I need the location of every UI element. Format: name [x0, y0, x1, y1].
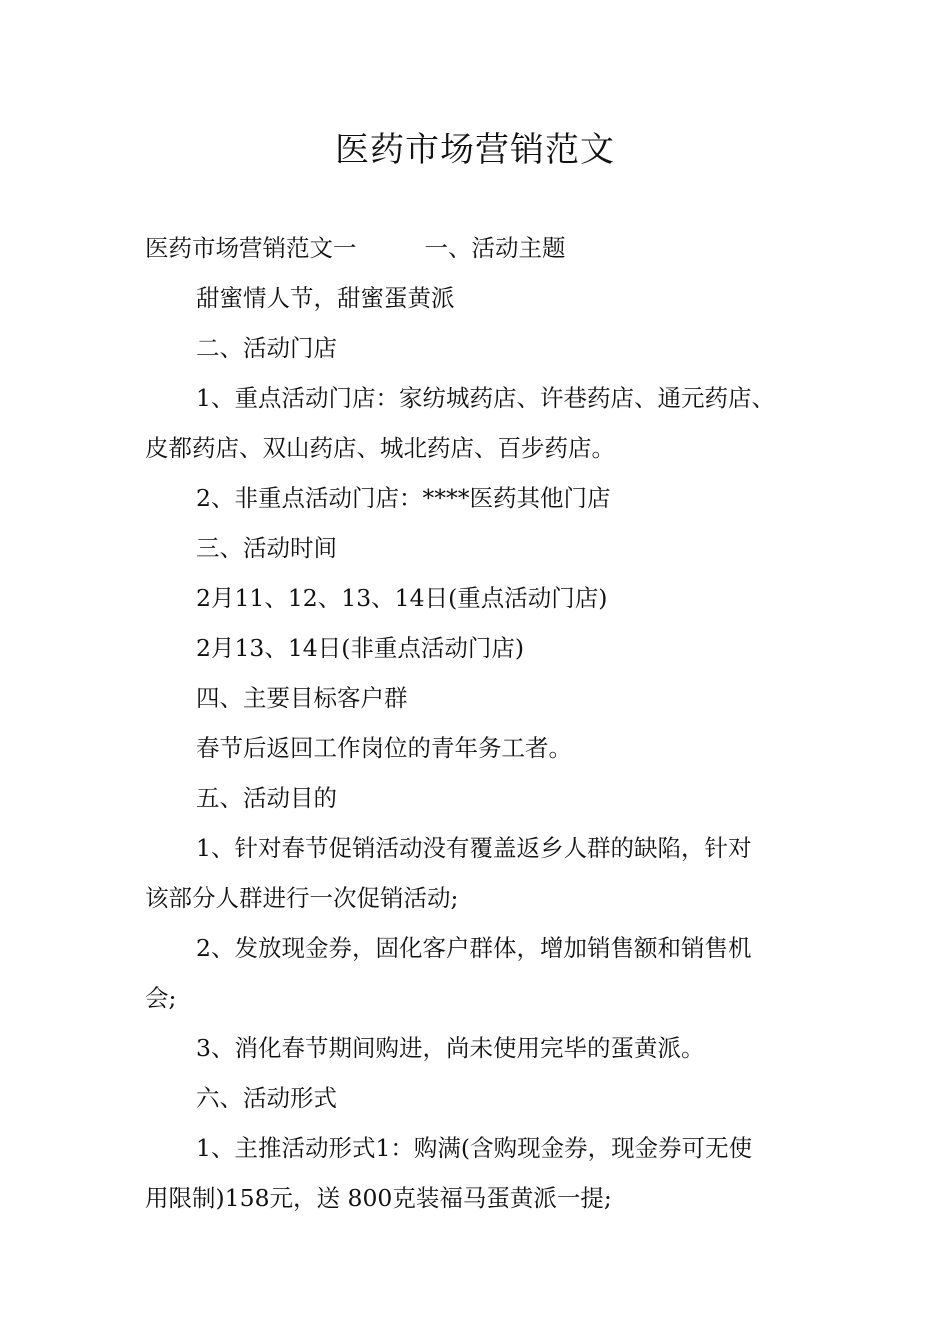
purpose-item-1-continued: 该部分人群进行一次促销活动;	[145, 884, 459, 912]
format-item-1: 1、主推活动形式1：购满(含购现金券，现金券可无使	[196, 1134, 753, 1162]
purpose-item-1: 1、针对春节促销活动没有覆盖返乡人群的缺陷，针对	[196, 834, 752, 862]
section-heading-customers: 四、主要目标客户群	[196, 684, 408, 712]
document-title: 医药市场营销范文	[335, 130, 615, 170]
time-other-stores: 2月13、14日(非重点活动门店)	[196, 634, 525, 662]
section-heading-format: 六、活动形式	[196, 1084, 337, 1112]
purpose-item-2: 2、发放现金券，固化客户群体，增加销售额和销售机	[196, 934, 752, 962]
key-stores-line: 1、重点活动门店：家纺城药店、许巷药店、通元药店、	[196, 384, 775, 412]
theme-text: 甜蜜情人节，甜蜜蛋黄派	[196, 284, 455, 312]
section-heading-purpose: 五、活动目的	[196, 784, 337, 812]
time-key-stores: 2月11、12、13、14日(重点活动门店)	[196, 584, 608, 612]
purpose-item-3: 3、消化春节期间购进，尚未使用完毕的蛋黄派。	[196, 1034, 705, 1062]
other-stores-line: 2、非重点活动门店：****医药其他门店	[196, 484, 611, 512]
customers-text: 春节后返回工作岗位的青年务工者。	[196, 734, 572, 762]
key-stores-continued: 皮都药店、双山药店、城北药店、百步药店。	[145, 434, 615, 462]
purpose-item-2-continued: 会;	[145, 984, 177, 1012]
doc-prefix: 医药市场营销范文一	[145, 234, 357, 262]
section-heading-time: 三、活动时间	[196, 534, 337, 562]
first-line	[145, 223, 810, 273]
section-heading-theme: 一、活动主题	[424, 234, 566, 262]
document-body	[145, 223, 810, 1223]
section-heading-stores: 二、活动门店	[196, 334, 337, 362]
format-item-1-continued: 用限制)158元，送 800克装福马蛋黄派一提;	[145, 1184, 612, 1212]
